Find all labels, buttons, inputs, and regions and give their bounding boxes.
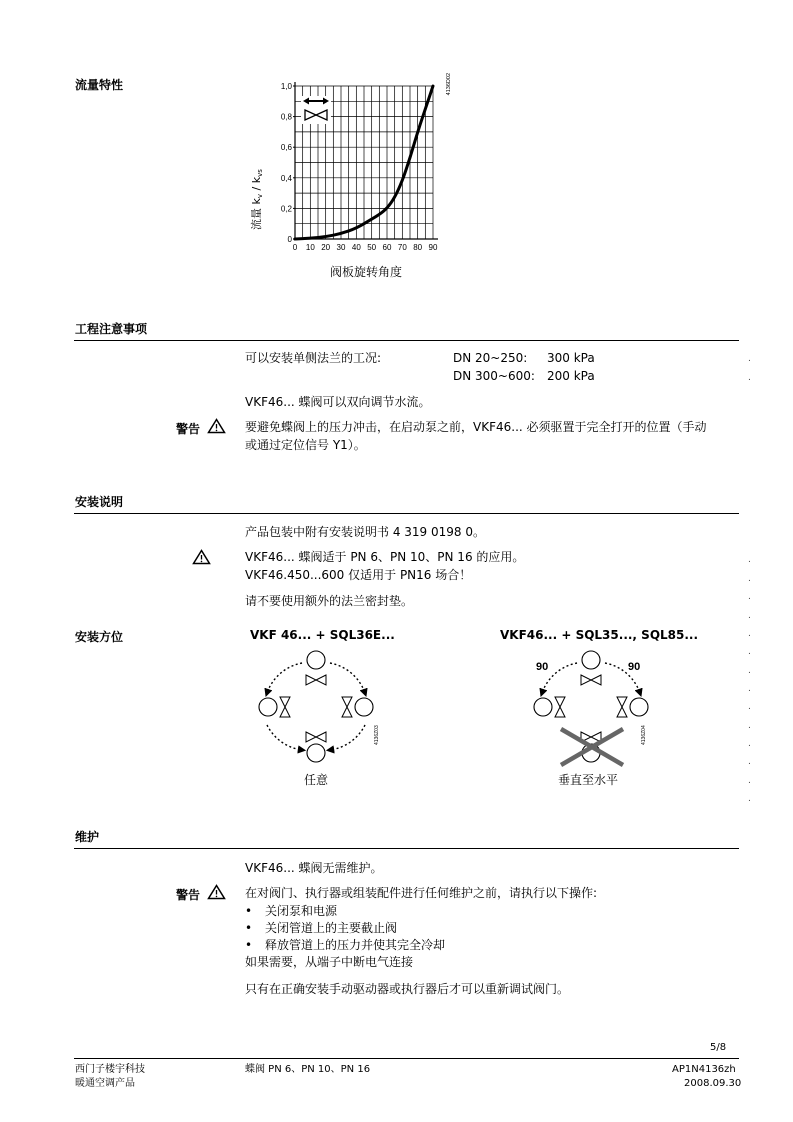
x-tick-label: 10 (305, 243, 315, 252)
dn-row-1-pressure: 300 kPa (547, 351, 595, 365)
orientation-any-diagram (250, 645, 385, 775)
chart-xlabel: 阀板旋转角度 (330, 265, 403, 279)
warning-label: 警告 (176, 422, 201, 436)
right-diagram-code: 4136Z04 (641, 725, 647, 745)
install-line-1: 产品包装中附有安装说明书 4 319 0198 0。 (245, 525, 485, 539)
orientation-right-title: VKF46... + SQL35..., SQL85... (500, 628, 699, 642)
flow-chart (245, 70, 460, 280)
valve-actuator-top-icon (581, 651, 601, 685)
footer-division: 暖通空调产品 (75, 1078, 135, 1089)
maintenance-final: 只有在正确安装手动驱动器或执行器后才可以重新调试阀门。 (245, 982, 570, 996)
y-tick-label: 0,8 (280, 112, 292, 122)
divider (74, 340, 739, 341)
x-tick-label: 80 (413, 243, 423, 252)
engineering-heading: 工程注意事项 (75, 322, 148, 336)
dn-row-1-dn: DN 20~250: (453, 351, 528, 365)
valve-bidirectional-icon (301, 96, 331, 124)
angle-right-label: 90 (628, 661, 641, 673)
warning-triangle-icon (207, 884, 226, 900)
install-line-2: VKF46... 蝶阀适于 PN 6、PN 10、PN 16 的应用。 (245, 550, 525, 564)
margin-change-dot: . (748, 647, 751, 657)
angle-left-label: 90 (536, 661, 549, 673)
margin-change-dot: . (748, 666, 751, 676)
bidirectional-text: VKF46... 蝶阀可以双向调节水流。 (245, 395, 431, 409)
dn-row-2-dn: DN 300~600: (453, 369, 535, 383)
install-line-4: 请不要使用额外的法兰密封垫。 (245, 594, 414, 608)
list-item: • 释放管道上的压力并使其完全冷却 (245, 938, 446, 952)
warning-triangle-icon (207, 418, 226, 434)
orientation-left-title: VKF 46... + SQL36E... (250, 628, 395, 642)
margin-change-dot: . (748, 684, 751, 694)
margin-change-dot: . (748, 629, 751, 639)
maintenance-after: 如果需要，从端子中断电气连接 (245, 955, 414, 969)
x-tick-label: 0 (292, 243, 298, 252)
footer-date: 2008.09.30 (684, 1078, 742, 1089)
maintenance-line-1: VKF46... 蝶阀无需维护。 (245, 861, 383, 875)
dn-row-2-pressure: 200 kPa (547, 369, 595, 383)
margin-change-dot: . (748, 794, 751, 804)
margin-change-dot: . (748, 739, 751, 749)
valve-actuator-right-icon (342, 697, 373, 717)
valve-actuator-bottom-icon (306, 732, 326, 762)
orientation-heading: 安装方位 (75, 630, 124, 644)
valve-actuator-right-icon (617, 697, 648, 717)
margin-change-dot: . (748, 721, 751, 731)
warning-line-1: 要避免蝶阀上的压力冲击，在启动泵之前，VKF46... 必须驱置于完全打开的位置（手动 (245, 420, 707, 434)
single-flange-label: 可以安装单侧法兰的工况: (245, 351, 382, 365)
divider (74, 848, 739, 849)
warning-line-2: 或通过定位信号 Y1）。 (245, 438, 366, 452)
margin-change-dot: . (748, 373, 751, 383)
divider (74, 513, 739, 514)
y-tick-label: 0,4 (280, 173, 292, 183)
footer-product: 蝶阀 PN 6、PN 10、PN 16 (245, 1064, 371, 1075)
margin-change-dot: . (748, 592, 751, 602)
installation-heading: 安装说明 (75, 495, 124, 509)
valve-actuator-left-icon (259, 697, 290, 717)
margin-change-dot: . (748, 776, 751, 786)
x-tick-label: 60 (382, 243, 392, 252)
list-item: • 关闭管道上的主要截止阀 (245, 921, 398, 935)
left-diagram-code: 4136Z03 (374, 725, 380, 745)
footer-divider (74, 1058, 739, 1059)
footer-doc-code: AP1N4136zh (672, 1064, 736, 1075)
margin-change-dot: . (748, 702, 751, 712)
page-number: 5/8 (710, 1042, 727, 1053)
valve-actuator-top-icon (306, 651, 326, 685)
chart-ylabel: 流量 kv / kvs (250, 169, 264, 230)
y-tick-label: 0 (287, 235, 292, 244)
orientation-vertical-horizontal-diagram (525, 645, 660, 775)
footer-company: 西门子楼宇科技 (75, 1064, 145, 1075)
x-tick-label: 20 (321, 243, 331, 252)
x-tick-label: 90 (428, 243, 438, 252)
valve-actuator-left-icon (534, 697, 565, 717)
margin-change-dot: . (748, 757, 751, 767)
install-line-3: VKF46.450...600 仅适用于 PN16 场合！ (245, 568, 472, 582)
chart-code: 4136D02 (446, 73, 452, 96)
margin-change-dot: . (748, 555, 751, 565)
maintenance-warning-label: 警告 (176, 888, 201, 902)
flow-heading: 流量特性 (75, 78, 124, 92)
y-tick-label: 1,0 (280, 82, 292, 91)
y-tick-label: 0,6 (280, 143, 292, 153)
maintenance-heading: 维护 (75, 830, 100, 844)
orientation-left-caption: 任意 (304, 773, 329, 787)
x-tick-label: 50 (367, 243, 377, 252)
margin-change-dot: . (748, 574, 751, 584)
orientation-right-caption: 垂直至水平 (558, 773, 619, 787)
margin-change-dot: . (748, 354, 751, 364)
x-tick-label: 30 (336, 243, 346, 252)
x-tick-label: 70 (397, 243, 407, 252)
warning-triangle-icon (192, 549, 211, 565)
list-item: • 关闭泵和电源 (245, 904, 338, 918)
margin-change-dot: . (748, 611, 751, 621)
y-tick-label: 0,2 (280, 204, 292, 214)
x-tick-label: 40 (351, 243, 361, 252)
maintenance-warning-intro: 在对阀门、执行器或组装配件进行任何维护之前，请执行以下操作: (245, 886, 598, 900)
